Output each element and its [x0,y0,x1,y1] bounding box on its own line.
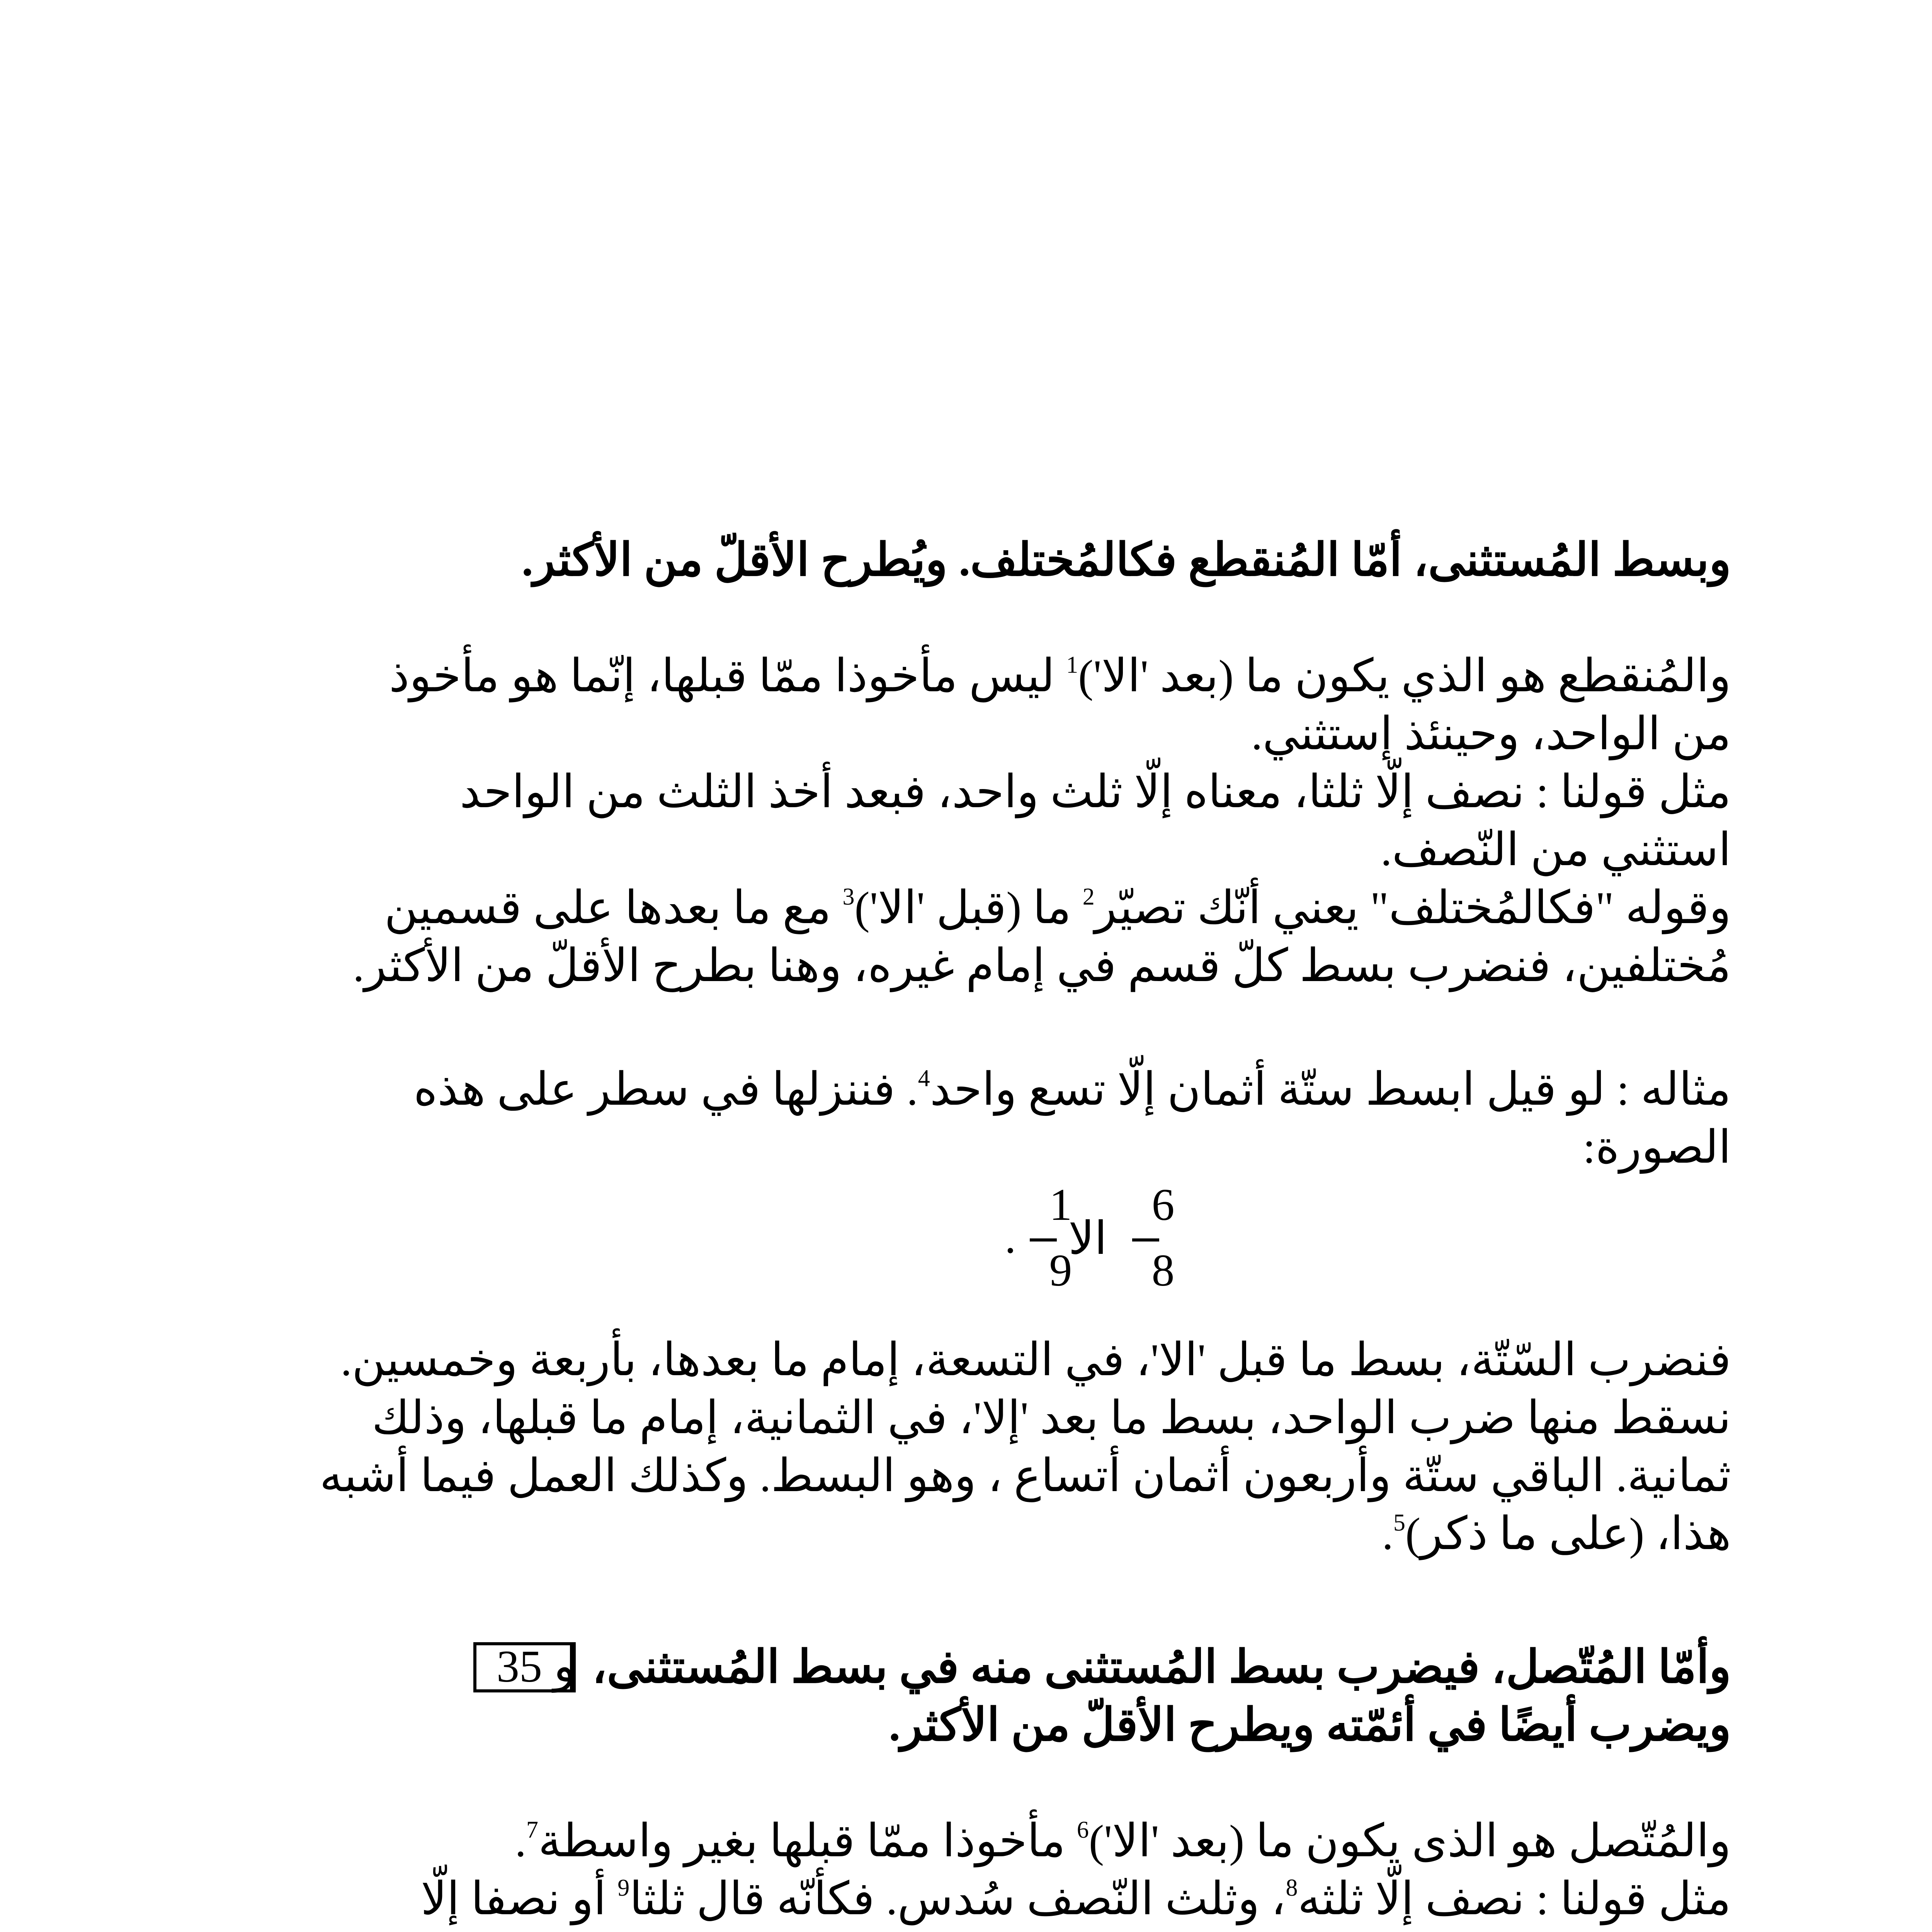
fraction-numerator: 6 [1151,1179,1175,1230]
text-run: . [515,1816,526,1866]
fraction-connector: الا [1068,1213,1107,1264]
fraction-bar [1030,1238,1057,1242]
text-run: ، وثلث النّصف سُدس. فكأنّه قال ثلثا [629,1874,1286,1924]
footnote-ref: 6 [1077,1817,1089,1843]
fraction-denominator: 9 [1049,1245,1072,1296]
section-heading-1 [466,531,1731,589]
footnote-ref: 7 [526,1817,538,1843]
section-heading-2-cont [466,1696,1731,1754]
folio-marker [481,1641,575,1692]
text-run: مع ما بعدها على قسمين [384,883,843,933]
fraction-end-dot: . [1005,1212,1016,1263]
text-run: مثاله : لو قيل ابسط ستّة أثمان إلّا تسع واحد [930,1064,1731,1115]
section-heading-2 [592,1638,1731,1696]
text-run: مأخوذا ممّا قبلها بغير واسطة [538,1816,1077,1866]
folio-number: 35 [497,1641,542,1692]
text-run: وقوله "فكالمُختلف" يعني أنّك تصيّر [1094,883,1731,933]
footnote-ref: 3 [842,884,855,910]
text-line: مُختلفين، فنضرب بسط كلّ قسم في إمام غيره، وهنا بطرح الأقلّ من الأكثر. [353,940,1731,991]
fraction-bar [1132,1238,1159,1242]
text-run: . [1382,1509,1394,1559]
footnote-ref: 8 [1286,1875,1298,1901]
text-line: مثل قولنا : نصف إلّا ثلثا، معناه إلّا ثلث واحد، فبعد أخذ الثلث من الواحد [459,767,1731,817]
paragraph-computation [320,1331,1731,1563]
footnote-ref: 4 [918,1065,930,1092]
text-run: والمُتّصل هو الذى يكون ما (بعد 'الا') [1088,1816,1731,1866]
text-line: الصورة: [1583,1122,1731,1173]
text-line: فنضرب السّتّة، بسط ما قبل 'الا'، في التسعة، إمام ما بعدها، بأربعة وخمسين. [340,1335,1731,1385]
text-line [466,1505,1731,1563]
text-run: مثل قولنا : نصف إلّا ثلثه [1298,1874,1731,1924]
text-line [466,1812,1731,1870]
text-line [384,879,1731,937]
fraction-expression [1005,1179,1182,1294]
text-line: من الواحد، وحينئذ إستثني. [1251,709,1731,759]
text-run: أو نصفا إلّا [421,1874,618,1924]
footnote-ref: 5 [1393,1510,1406,1536]
heading-2-line: ويضرب أيضًا في أئمّته ويطرح الأقلّ من الأكثر. [889,1700,1731,1750]
footnote-ref: 1 [1066,652,1078,678]
text-line [389,647,1731,705]
text-line [466,1928,1731,1932]
text-run: ليس مأخوذا ممّا قبلها، إنّما هو مأخوذ [389,651,1066,701]
footnote-ref: 2 [1082,884,1095,910]
fraction-numerator: 1 [1049,1179,1072,1230]
text-run: والمُنقطع هو الذي يكون ما (بعد 'الا') [1078,651,1731,701]
paragraph-munqati-definition [353,647,1731,995]
text-line: ثمانية. الباقي ستّة وأربعون أثمان أتساع ، وهو البسط. وكذلك العمل فيما أشبه [320,1451,1731,1501]
heading-1-text: وبسط المُستثنى، أمّا المُنقطع فكالمُختلف. ويُطرح الأقلّ من الأكثر. [522,535,1731,585]
text-run: هذا، (على ما ذكر) [1405,1509,1731,1559]
text-line [413,1061,1731,1119]
text-line [421,1870,1731,1928]
heading-2-line: وأمّا المُتّصل، فيضرب بسط المُستثنى منه في بسط المُستثنى، [592,1642,1731,1692]
text-line: نسقط منها ضرب الواحد، بسط ما بعد 'إلا'، في الثمانية، إمام ما قبلها، وذلك [372,1393,1731,1443]
fraction-denominator: 8 [1151,1245,1175,1296]
text-run: . فننزلها في سطر على هذه [413,1064,918,1115]
paragraph-muttasil-definition [421,1812,1731,1932]
folio-side: و [553,1641,576,1692]
footnote-ref: 9 [617,1875,630,1901]
paragraph-example [413,1061,1731,1177]
text-line: استثني من النّصف. [1380,825,1731,875]
text-run: ما (قبل 'الا') [854,883,1083,933]
